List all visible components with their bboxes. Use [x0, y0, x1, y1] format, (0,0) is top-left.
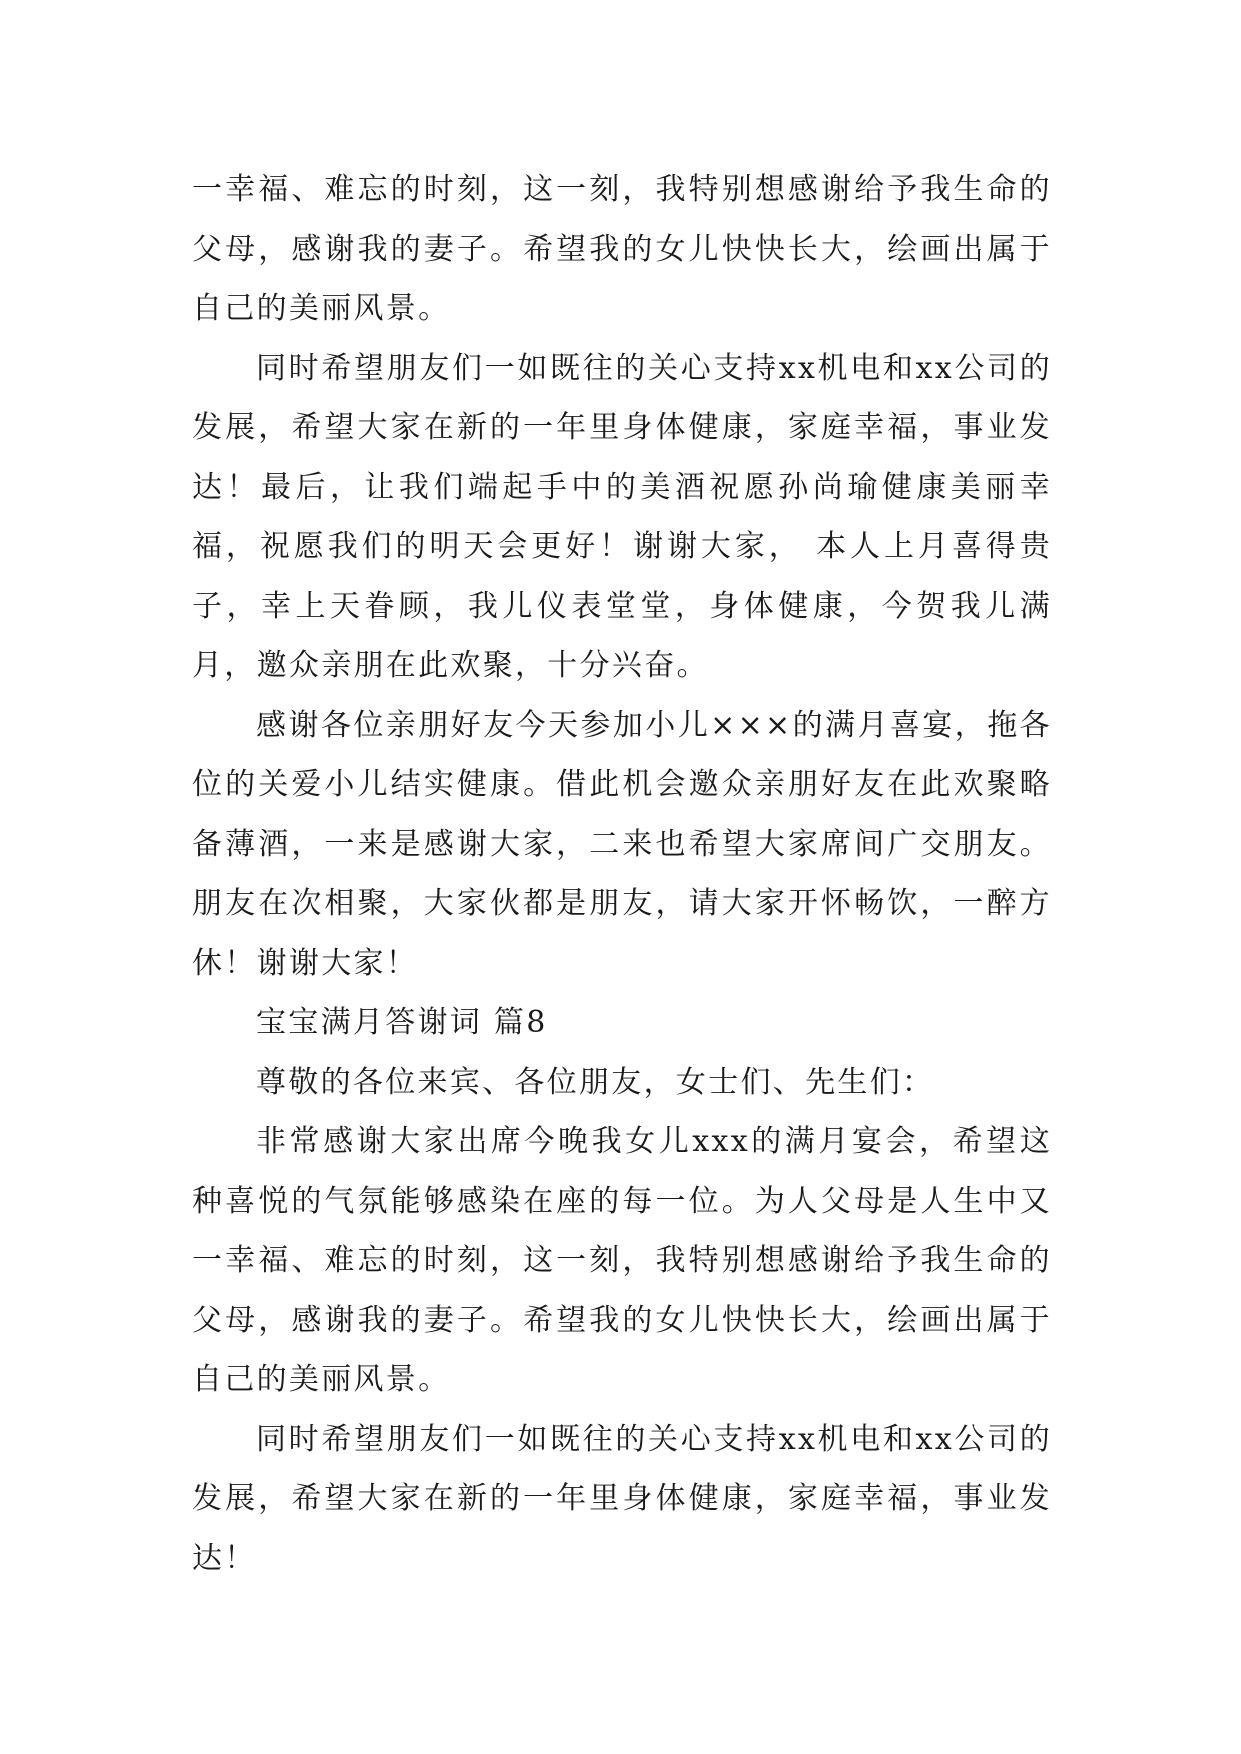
paragraph-6: 非常感谢大家出席今晚我女儿xxx的满月宴会，希望这种喜悦的气氛能够感染在座的每一位。为人父母是人生中又一幸福、难忘的时刻，这一刻，我特别想感谢给予我生命的父母，感谢我的妻子。希望我的女儿快快长大，绘画出属于自己的美丽风景。 [192, 1124, 1052, 1397]
paragraph-7: 同时希望朋友们一如既往的关心支持xx机电和xx公司的发展，希望大家在新的一年里身体健康，家庭幸福，事业发达！ [192, 1421, 1052, 1576]
section-heading: 宝宝满月答谢词 篇8 [256, 1005, 548, 1040]
paragraph-2: 同时希望朋友们一如既往的关心支持xx机电和xx公司的发展，希望大家在新的一年里身体健康，家庭幸福，事业发达！最后，让我们端起手中的美酒祝愿孙尚瑜健康美丽幸福，祝愿我们的明天会更好！谢谢大家， 本人上月喜得贵子，幸上天眷顾，我儿仪表堂堂，身体健康，今贺我儿满月，邀众亲朋在此欢聚，十分兴奋。 [192, 350, 1052, 683]
paragraph-3: 感谢各位亲朋好友今天参加小儿×××的满月喜宴，拖各位的关爱小儿结实健康。借此机会邀众亲朋好友在此欢聚略备薄酒，一来是感谢大家，二来也希望大家席间广交朋友。朋友在次相聚，大家伙都是朋友，请大家开怀畅饮，一醉方休！谢谢大家！ [192, 707, 1052, 981]
paragraph-1: 一幸福、难忘的时刻，这一刻，我特别想感谢给予我生命的父母，感谢我的妻子。希望我的女儿快快长大，绘画出属于自己的美丽风景。 [192, 172, 1052, 326]
salutation: 尊敬的各位来宾、各位朋友，女士们、先生们： [256, 1064, 935, 1100]
document-page [192, 160, 1052, 1588]
